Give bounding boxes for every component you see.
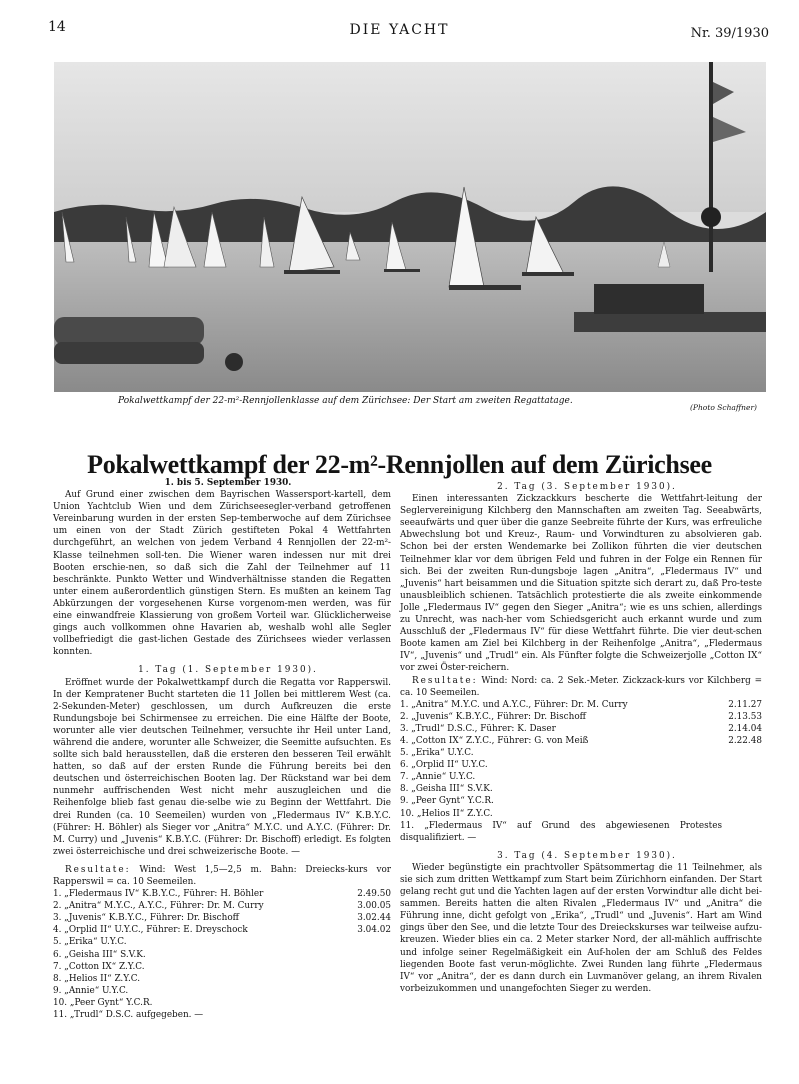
day2-results-conditions: Wind: Nord: ca. 2 Sek.-Meter. Zickzack-kurs vor Kilchberg = ca. 10 Seemeilen. xyxy=(400,675,762,698)
result-time xyxy=(351,985,391,997)
intro-paragraph: Auf Grund einer zwischen dem Bayrischen Wassersport-kartell, dem Union Yachtclub Wien und dem Zürichseesegler-verband getroffenen Vereinbarung wurden in der ersten Sep-temberwoche auf dem Zürichsee um einen von der Stadt Zürich gestifteten Pokal 4 Wettfahrten durchgeführt, an welchen von jedem Verband 4 Rennjollen der 22-m²-Klasse teilnehmen soll-ten. Die Wiener waren indessen nur mit drei Booten erschie-nen, so daß sich die Zahl der Teilnehmer auf 11 beschränkte. Punkto Wetter und Windverhältnisse standen die Regatten unter einem außerordentlich günstigen Stern. Es mußten an keinem Tag Abkürzungen der vorgesehenen Kurse vorgenom-men werden, was für eine einwandfreie Klassierung von großem Vorteil war. Glücklicherweise gings auch vollkommen ohne Havarien ab, weshalb wohl alle Segler vollbefriedigt die gast-lichen Gestade des Zürichsees wieder verlassen konnten. xyxy=(53,490,391,658)
result-text xyxy=(53,888,351,900)
list-item xyxy=(400,808,762,820)
result-text xyxy=(53,961,351,973)
result-text xyxy=(400,723,722,735)
result-time: 3.02.44 xyxy=(357,913,391,924)
running-head: DIE YACHT xyxy=(349,22,450,38)
result-time xyxy=(351,973,391,985)
result-place: 1. xyxy=(53,889,62,900)
result-place: 11. xyxy=(53,1010,68,1021)
article-headline: Pokalwettkampf der 22-m²-Rennjollen auf dem Zürichsee xyxy=(87,450,712,480)
result-text xyxy=(400,795,722,807)
result-text xyxy=(400,735,722,747)
regatta-photo xyxy=(54,62,766,392)
result-time xyxy=(722,771,762,783)
result-text xyxy=(400,747,722,759)
result-place: 3. xyxy=(53,913,62,924)
result-time: 2.11.27 xyxy=(728,699,762,710)
result-text xyxy=(53,949,351,961)
result-entry: „Helios II“ Z.Y.C. xyxy=(64,973,141,984)
result-place: 7. xyxy=(53,961,62,972)
result-entry: „Orplid II“ U.Y.C. xyxy=(411,760,488,771)
list-item xyxy=(53,900,391,912)
day2-paragraph: Einen interessanten Zickzackkurs bescherte die Wettfahrt-leitung der Seglervereinigung Kilchberg den Mannschaften am zweiten Tag. Seeabwärts, seeaufwärts und quer über die ganze Seebreite führte der Kurs, was erfreuliche Abwechslung bot und Kreuz-, Raum- und Vorwindturen zu absolvieren gab. Schon bei der ersten Wendemarke bei Zollikon führten die vier deutschen Teilnehmer klar vor dem übrigen Feld und fuhren in der Folge ein Rennen für sich. Bei der zweiten Run-dungsboje lagen „Anitra“, „Fledermaus IV“ und „Juvenis“ hart beisammen und die Situation spitzte sich derart zu, daß Pro-teste unausbleiblich schienen. Tatsächlich protestierte die als zweite einkommende Jolle „Fledermaus IV“ gegen den Sieger „Anitra“; wie es uns schien, allerdings zu Unrecht, was nach-her vom Schiedsgericht auch erkannt wurde und zum Ausschluß der „Fledermaus IV“ für diese Wettfahrt führte. Die vier deut-schen Boote kamen am Ziel bei Kilchberg in der Reihenfolge „Anitra“, „Fledermaus IV“, „Juvenis“ und „Trudl“ ein. Als Fünfter folgte die Schweizerjolle „Cotton IX“ vor zwei Öster-reichern. xyxy=(400,494,762,674)
result-place: 6. xyxy=(400,760,409,771)
day1-results-header xyxy=(53,864,391,888)
list-item xyxy=(53,961,391,973)
result-entry: „Annie“ U.Y.C. xyxy=(64,985,129,996)
issue-number: Nr. 39/1930 xyxy=(690,26,769,41)
list-item xyxy=(400,711,762,723)
result-text xyxy=(400,783,722,795)
result-place: 4. xyxy=(53,925,62,936)
day1-results-label: Resultate: xyxy=(65,864,131,875)
result-time: 2.49.50 xyxy=(357,889,391,900)
list-item xyxy=(400,747,762,759)
result-entry: „Peer Gynt“ Y.C.R. xyxy=(411,796,494,807)
result-text xyxy=(53,973,351,985)
result-text xyxy=(53,924,351,936)
list-item xyxy=(400,771,762,783)
result-place: 5. xyxy=(53,937,62,948)
result-text xyxy=(400,820,722,844)
result-place: 8. xyxy=(53,973,62,984)
result-place: 9. xyxy=(400,796,409,807)
day2-results-label: Resultate: xyxy=(412,675,478,686)
list-item xyxy=(53,912,391,924)
list-item xyxy=(400,783,762,795)
result-text xyxy=(53,936,351,948)
result-text xyxy=(400,699,722,711)
result-time xyxy=(351,1009,391,1021)
day3-heading: 3. Tag (4. September 1930). xyxy=(497,850,677,861)
article-column-left xyxy=(53,477,391,1021)
result-text xyxy=(53,900,351,912)
list-item xyxy=(53,924,391,936)
result-time xyxy=(722,808,762,820)
result-time: 2.13.53 xyxy=(728,711,762,722)
day1-paragraph: Eröffnet wurde der Pokalwettkampf durch die Regatta vor Rapperswil. In der Kempratener Bucht starteten die 11 Jollen bei mittlerem West (ca. 2-Sekunden-Meter) geschlossen, um durch Aufkreuzen die erste Rundungsboje bei Schirmensee zu erreichen. Die eine Hälfte der Boote, worunter alle vier deutschen Teilnehmer, versuchte ihr Heil unter Land, während die andere, worunter alle Schweizer, die Seemitte aufsuchten. Es sollte sich bald herausstellen, daß die ersteren den besseren Teil erwählt hatten, so daß auf der ersten Runde die Führung bereits bei den deutschen und österreichischen Booten lag. Der Rückstand war bei dem nunmehr auffrischenden West nicht mehr auszugleichen und die Reihenfolge blieb fast genau die-selbe wie zu Beginn der Wettfahrt. Die drei Runden (ca. 10 Seemeilen) wurden von „Fledermaus IV“ K.B.Y.C. (Führer: H. Böhler) als Sieger vor „Anitra“ M.Y.C. und A.Y.C. (Führer: Dr. M. Curry) und „Juvenis“ K.B.Y.C. (Führer: Dr. Bischoff) erledigt. Es folgten zwei österreichische und drei schweizerische Boote. — xyxy=(53,677,391,857)
result-entry: „Peer Gynt“ Y.C.R. xyxy=(69,997,153,1008)
list-item xyxy=(53,997,391,1009)
day2-results-header xyxy=(400,675,762,699)
list-item xyxy=(400,795,762,807)
result-entry: „Juvenis“ K.B.Y.C., Führer: Dr. Bischoff xyxy=(411,711,586,722)
result-place: 10. xyxy=(53,997,68,1008)
result-entry: „Annie“ U.Y.C. xyxy=(411,772,476,783)
result-place: 1. xyxy=(400,699,409,710)
article-dates: 1. bis 5. September 1930. xyxy=(164,478,292,488)
day2-heading: 2. Tag (3. September 1930). xyxy=(497,482,677,492)
result-time xyxy=(722,759,762,771)
result-entry: „Orplid II“ U.Y.C., Führer: E. Dreyschock xyxy=(64,925,248,936)
result-place: 9. xyxy=(53,985,62,996)
list-item xyxy=(53,888,391,900)
page-header xyxy=(0,0,799,50)
result-time xyxy=(722,747,762,759)
result-entry: „Erika“ U.Y.C. xyxy=(411,748,474,759)
list-item xyxy=(53,936,391,948)
result-time xyxy=(351,949,391,961)
result-text xyxy=(400,808,722,820)
result-time xyxy=(351,961,391,973)
result-time: 2.22.48 xyxy=(728,735,762,746)
list-item xyxy=(400,759,762,771)
list-item xyxy=(53,949,391,961)
result-entry: „Erika“ U.Y.C. xyxy=(64,937,127,948)
result-entry: „Cotton IX“ Z.Y.C. xyxy=(64,961,145,972)
list-item xyxy=(53,985,391,997)
result-time xyxy=(722,783,762,795)
result-text xyxy=(53,985,351,997)
result-place: 11. xyxy=(400,820,415,831)
result-entry: „Cotton IX“ Z.Y.C., Führer: G. von Meiß xyxy=(411,735,589,746)
result-text xyxy=(53,997,351,1009)
result-text xyxy=(400,711,722,723)
result-place: 10. xyxy=(400,808,415,819)
day1-heading: 1. Tag (1. September 1930). xyxy=(138,665,318,676)
result-place: 2. xyxy=(400,711,409,722)
result-time xyxy=(722,820,762,844)
result-entry: „Fledermaus IV“ auf Grund des abgewiesenen Protestes disqualifiziert. — xyxy=(400,820,722,843)
list-item xyxy=(53,1009,391,1021)
day1-results-conditions: Wind: West 1,5—2,5 m. Bahn: Dreiecks-kurs vor Rapperswil = ca. 10 Seemeilen. xyxy=(53,864,392,887)
list-item xyxy=(400,735,762,747)
result-time: 2.14.04 xyxy=(728,723,762,734)
result-time: 3.00.05 xyxy=(357,901,391,912)
regatta-photo-illustration xyxy=(54,62,766,392)
result-entry: „Helios II“ Z.Y.C. xyxy=(416,808,493,819)
list-item xyxy=(400,723,762,735)
result-text xyxy=(400,771,722,783)
day1-results-list xyxy=(53,888,391,1021)
result-place: 5. xyxy=(400,748,409,759)
list-item xyxy=(400,820,762,844)
result-place: 4. xyxy=(400,735,409,746)
article-column-right xyxy=(400,481,762,995)
result-entry: „Trudl“ D.S.C., Führer: K. Daser xyxy=(411,723,556,734)
photo-credit: (Photo Schaffner) xyxy=(690,403,757,412)
result-text xyxy=(53,912,351,924)
list-item xyxy=(53,973,391,985)
result-time xyxy=(351,997,391,1009)
result-entry: „Anitra“ M.Y.C., A.Y.C., Führer: Dr. M. Curry xyxy=(64,901,264,912)
result-place: 2. xyxy=(53,901,62,912)
result-text xyxy=(53,1009,351,1021)
result-entry: „Geisha III“ S.V.K. xyxy=(64,949,146,960)
result-text xyxy=(400,759,722,771)
result-entry: „Geisha III“ S.V.K. xyxy=(411,784,493,795)
list-item xyxy=(400,699,762,711)
result-entry: „Juvenis“ K.B.Y.C., Führer: Dr. Bischoff xyxy=(64,913,239,924)
result-place: 7. xyxy=(400,772,409,783)
result-time xyxy=(722,795,762,807)
result-place: 3. xyxy=(400,723,409,734)
result-time: 3.04.02 xyxy=(357,925,391,936)
photo-caption: Pokalwettkampf der 22-m²-Rennjollenklasse auf dem Zürichsee: Der Start am zweiten Regattatage. xyxy=(118,396,573,406)
page-number: 14 xyxy=(48,19,66,35)
result-place: 6. xyxy=(53,949,62,960)
day3-paragraph: Wieder begünstigte ein prachtvoller Spätsommertag die 11 Teilnehmer, als sie sich zum dritten Wettkampf zum Start beim Zürichhorn einfanden. Der Start gelang recht gut und die Yachten lagen auf der ersten Vorwindtur alle dicht bei-sammen. Bereits hatten die alten Rivalen „Fledermaus IV“ und „Anitra“ die Führung inne, dicht gefolgt von „Erika“, „Trudl“ und „Juvenis“. Hart am Wind gings über den See, und die letzte Tour des Dreieckskurses war teilweise aufzu-kreuzen. Wieder blies ein ca. 2 Meter starker Nord, der all-mählich auffrischte und infolge seiner Regelmäßigkeit ein Auf-holen der am Schluß des Feldes liegenden Boote fast verun-möglichte. Zwei Runden lang führte „Fledermaus IV“ vor „Anitra“, der es dann durch ein Luvmanöver gelang, an ihrem Rivalen vorbeizukommen und unangefochten Sieger zu werden. xyxy=(400,862,762,994)
day2-results-list xyxy=(400,699,762,844)
result-entry: „Anitra“ M.Y.C. und A.Y.C., Führer: Dr. M. Curry xyxy=(411,699,628,710)
result-place: 8. xyxy=(400,784,409,795)
result-entry: „Trudl“ D.S.C. aufgegeben. — xyxy=(69,1010,204,1021)
result-entry: „Fledermaus IV“ K.B.Y.C., Führer: H. Böhler xyxy=(64,889,264,900)
result-time xyxy=(351,936,391,948)
